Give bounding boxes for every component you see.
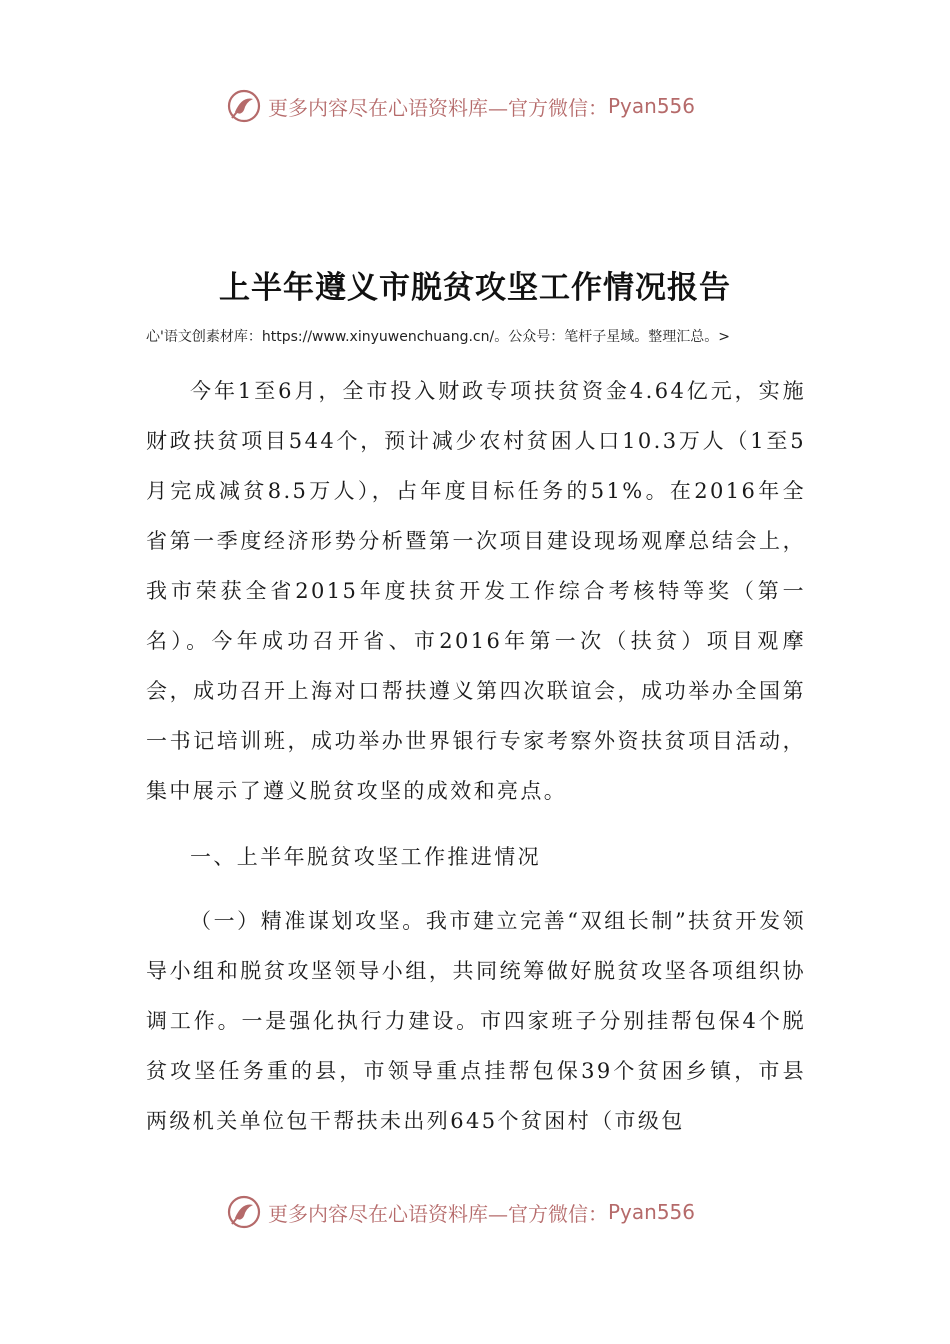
banner-wechat-id: Pyan556 [608,94,696,118]
logo-icon [226,1194,262,1230]
paragraph-section-1: （一）精准谋划攻坚。我市建立完善“双组长制”扶贫开发领导小组和脱贫攻坚领导小组，共同统筹做好脱贫攻坚各项组织协调工作。一是强化执行力建设。市四家班子分别挂帮包保4个脱贫攻坚任务重的县，市领导重点挂帮包保39个贫困乡镇，市县两级机关单位包干帮扶未出列645个贫困村（市级包 [146,909,806,1133]
banner-text: 更多内容尽在心语资料库—官方微信： [268,95,608,120]
top-banner [226,86,695,126]
page-title: 上半年遵义市脱贫攻坚工作情况报告 [219,270,731,306]
logo-icon [226,88,262,124]
section-heading: 一、上半年脱贫攻坚工作推进情况 [190,845,541,869]
bottom-banner [226,1192,695,1232]
banner-wechat-id: Pyan556 [608,1200,696,1224]
paragraph-intro: 今年1至6月，全市投入财政专项扶贫资金4.64亿元，实施财政扶贫项目544个，预计减少农村贫困人口10.3万人（1至5月完成减贫8.5万人），占年度目标任务的51%。在2016年全省第一季度经济形势分析暨第一次项目建设现场观摩总结会上，我市荣获全省2015年度扶贫开发工作综合考核特等奖（第一名）。今年成功召开省、市2016年第一次（扶贫）项目观摩会，成功召开上海对口帮扶遵义第四次联谊会，成功举办全国第一书记培训班，成功举办世界银行专家考察外资扶贫项目活动，集中展示了遵义脱贫攻坚的成效和亮点。 [146,379,806,803]
banner-text: 更多内容尽在心语资料库—官方微信： [268,1201,608,1226]
source-line: 心'语文创素材库：https://www.xinyuwenchuang.cn/。公众号：笔杆子星域。整理汇总。> [146,329,730,345]
